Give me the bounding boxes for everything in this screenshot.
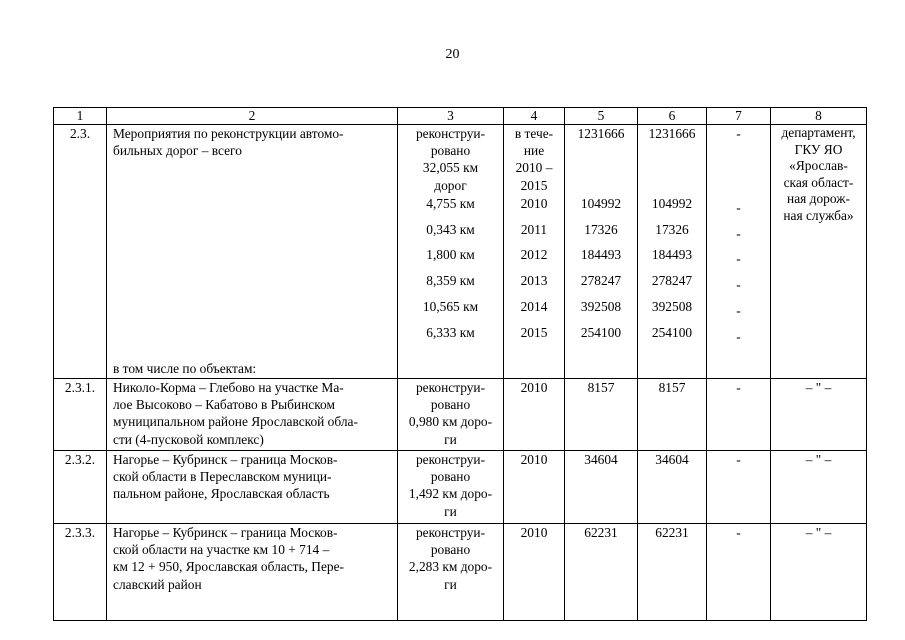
result-cell: реконструи- ровано 2,283 км доро- ги xyxy=(398,524,504,621)
funding-value: - xyxy=(736,225,741,241)
funding-value: 62231 xyxy=(638,524,707,621)
year-value: 2010 xyxy=(504,379,565,451)
year-value: 2012 xyxy=(520,247,548,263)
funding-value: - xyxy=(736,199,741,215)
object-name: Нагорье – Кубринск – граница Москов- ской области в Переславском муници- пальном районе, Ярославская область xyxy=(107,451,398,524)
funding-total-col7: - - - - - - - xyxy=(707,125,771,379)
year-value: 2011 xyxy=(520,221,548,237)
header-cell: 4 xyxy=(504,108,565,125)
year-value: 2010 xyxy=(504,451,565,524)
km-value: 1,800 км xyxy=(426,247,475,263)
measure-name: Мероприятия по реконструкции автомо- бильных дорог – всего в том числе по объектам: xyxy=(107,125,398,379)
funding-value: 392508 xyxy=(580,298,622,314)
funding-value: 184493 xyxy=(580,247,622,263)
funding-value: 8157 xyxy=(565,379,638,451)
funding-total-col6: 1231666 104992 17326 184493 278247 392508 254100 xyxy=(638,125,707,379)
header-cell: 8 xyxy=(771,108,867,125)
funding-value: 34604 xyxy=(565,451,638,524)
funding-value: 34604 xyxy=(638,451,707,524)
funding-value: 278247 xyxy=(651,273,693,289)
row-number: 2.3.1. xyxy=(54,379,107,451)
executor-cell: – " – xyxy=(771,524,867,621)
funding-value: 184493 xyxy=(651,247,693,263)
funding-value: - xyxy=(707,451,771,524)
km-value: 4,755 км xyxy=(426,195,475,211)
funding-value: 392508 xyxy=(651,298,693,314)
result-cell: реконструи- ровано 32,055 км дорог 4,755 км 0,343 км 1,800 км 8,359 км 10,565 км 6,333 км xyxy=(398,125,504,379)
main-row xyxy=(54,125,867,379)
result-cell: реконструи- ровано 1,492 км доро- ги xyxy=(398,451,504,524)
year-value: 2010 xyxy=(504,524,565,621)
funding-value: - xyxy=(736,328,741,344)
period-cell: в тече- ние 2010 – 2015 2010 2011 2012 2013 2014 2015 xyxy=(504,125,565,379)
km-value: 0,343 км xyxy=(426,221,475,237)
row-number: 2.3. xyxy=(54,125,107,379)
funding-value: 17326 xyxy=(584,221,618,237)
funding-value: 62231 xyxy=(565,524,638,621)
object-name: Нагорье – Кубринск – граница Москов- ской области на участке км 10 + 714 – км 12 + 950, Ярославская область, Пере- славский район xyxy=(107,524,398,621)
funding-value: - xyxy=(736,251,741,267)
header-cell: 5 xyxy=(565,108,638,125)
funding-value: 104992 xyxy=(580,195,622,211)
year-value: 2013 xyxy=(520,273,548,289)
executor-cell: департамент, ГКУ ЯО «Ярослав- ская област- ная дорож- ная служба» xyxy=(771,125,867,379)
year-value: 2010 xyxy=(520,195,548,211)
row-number: 2.3.2. xyxy=(54,451,107,524)
result-cell: реконструи- ровано 0,980 км доро- ги xyxy=(398,379,504,451)
table-row xyxy=(54,379,867,451)
km-value: 8,359 км xyxy=(426,273,475,289)
funding-value: - xyxy=(707,379,771,451)
table-row xyxy=(54,451,867,524)
header-cell: 1 xyxy=(54,108,107,125)
km-value: 6,333 км xyxy=(426,324,475,340)
executor-cell: – " – xyxy=(771,379,867,451)
funding-value: - xyxy=(736,302,741,318)
table-row xyxy=(54,524,867,621)
funding-value: 104992 xyxy=(651,195,693,211)
executor-cell: – " – xyxy=(771,451,867,524)
km-value: 10,565 км xyxy=(422,299,479,314)
funding-value: - xyxy=(736,277,741,293)
object-name: Николо-Корма – Глебово на участке Ма- лое Высоково – Кабатово в Рыбинском муниципальном районе Ярославской обла- сти (4-пусковой комплекс) xyxy=(107,379,398,451)
funding-value: 8157 xyxy=(638,379,707,451)
year-value: 2015 xyxy=(520,324,548,340)
funding-value: 17326 xyxy=(655,221,689,237)
funding-value: 278247 xyxy=(580,273,622,289)
funding-value: 254100 xyxy=(651,324,693,340)
program-table xyxy=(53,107,867,621)
year-value: 2014 xyxy=(520,299,548,314)
subtotal-caption: в том числе по объектам: xyxy=(113,361,257,376)
header-cell: 7 xyxy=(707,108,771,125)
funding-value: 254100 xyxy=(580,324,622,340)
header-cell: 3 xyxy=(398,108,504,125)
row-number: 2.3.3. xyxy=(54,524,107,621)
header-row xyxy=(54,108,867,125)
header-cell: 2 xyxy=(107,108,398,125)
page-number: 20 xyxy=(445,47,460,62)
funding-total-col5: 1231666 104992 17326 184493 278247 392508 254100 xyxy=(565,125,638,379)
funding-value: - xyxy=(707,524,771,621)
header-cell: 6 xyxy=(638,108,707,125)
